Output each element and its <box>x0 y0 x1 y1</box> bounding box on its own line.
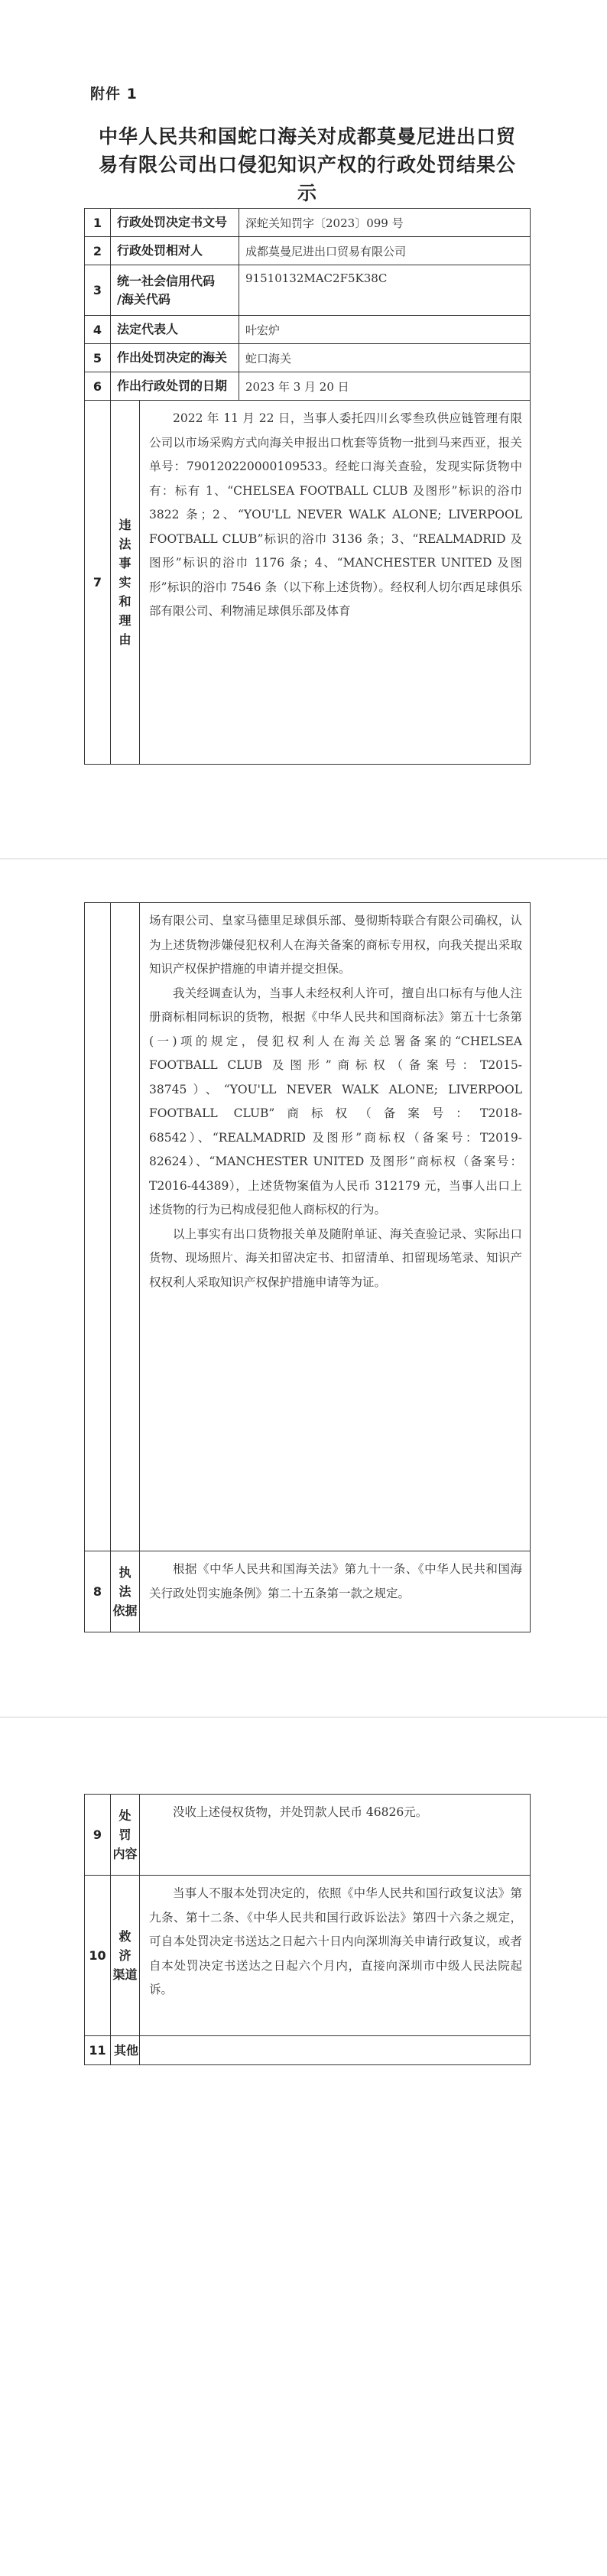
row-label: 行政处罚相对人 <box>111 237 239 265</box>
row-label: 其他 <box>111 2036 140 2065</box>
row-number: 4 <box>85 316 111 344</box>
row-number: 8 <box>85 1551 111 1632</box>
row-value: 叶宏炉 <box>239 316 531 344</box>
row-label: 作出处罚决定的海关 <box>111 344 239 372</box>
row-label <box>111 903 140 1551</box>
info-table-page1 <box>84 208 531 765</box>
table-row <box>85 1876 531 2036</box>
row-text <box>140 2036 531 2065</box>
row-number <box>85 903 111 1551</box>
attachment-label: 附件 1 <box>90 86 138 102</box>
row-label-line: 执 法 <box>118 1565 131 1599</box>
row-value: 深蛇关知罚字〔2023〕099 号 <box>239 209 531 237</box>
table-row <box>85 316 531 344</box>
row-label <box>111 401 140 765</box>
row-number: 10 <box>85 1876 111 2036</box>
row-number: 2 <box>85 237 111 265</box>
row-label <box>111 1876 140 2036</box>
row-label: 作出行政处罚的日期 <box>111 372 239 401</box>
row-label-line: 违 法 <box>118 518 131 551</box>
table-row <box>85 237 531 265</box>
row-value: 蛇口海关 <box>239 344 531 372</box>
row-value: 成都莫曼尼进出口贸易有限公司 <box>239 237 531 265</box>
row-label: 行政处罚决定书文号 <box>111 209 239 237</box>
row-text <box>140 401 531 765</box>
row-text <box>140 1795 531 1876</box>
paragraph: 我关经调查认为，当事人未经权利人许可，擅自出口标有与他人注册商标相同标识的货物，根据《中华人民共和国商标法》第五十七条第(一)项的规定，侵犯权利人在海关总署备案的“CHELSEA FOOTBALL CLUB 及图形”商标权（备案号：T2015-38745）、“YOU'LL NEVER WALK ALONE; LIVERPOOL FOOTBALL CLUB”商标权（备案号：T2018-68542）、“REALMADRID 及图形”商标权（备案号：T2019-82624）、“MANCHESTER UNITED 及图形”商标权（备案号：T2016-44389），上述货物案值为人民币 312179 元，当事人出口上述货物的行为已构成侵犯他人商标权的行为。 <box>149 986 522 1217</box>
paragraph: 没收上述侵权货物，并处罚款人民币 46826元。 <box>173 1805 428 1819</box>
page-break <box>0 1717 607 1718</box>
row-number: 5 <box>85 344 111 372</box>
row-label-line: 由 <box>118 632 131 647</box>
row-number: 9 <box>85 1795 111 1876</box>
row-label-line: 内容 <box>112 1847 138 1861</box>
row-label-line: 和 理 <box>118 594 131 628</box>
paragraph: 2022 年 11 月 22 日，当事人委托四川幺零叁玖供应链管理有限公司以市场采购方式向海关申报出口枕套等货物一批到马来西亚，报关单号：790120220000109533。经蛇口海关查验，发现实际货物中有：标有 1、“CHELSEA FOOTBALL CLUB 及图形”标识的浴巾 3822 条；2、“YOU'LL NEVER WALK ALONE; LIVERPOOL FOOTBALL CLUB”标识的浴巾 3136 条；3、“REALMADRID 及图形”标识的浴巾 1176 条；4、“MANCHESTER UNITED 及图形”标识的浴巾 7546 条（以下称上述货物）。经权利人切尔西足球俱乐部有限公司、利物浦足球俱乐部及体育 <box>149 411 522 618</box>
row-label: 法定代表人 <box>111 316 239 344</box>
row-number: 6 <box>85 372 111 401</box>
row-label-line: 渠道 <box>112 1967 138 1982</box>
row-value: 2023 年 3 月 20 日 <box>239 372 531 401</box>
table-row <box>85 1795 531 1876</box>
page-break <box>0 858 607 859</box>
page-title: 中华人民共和国蛇口海关对成都莫曼尼进出口贸易有限公司出口侵犯知识产权的行政处罚结果公示 <box>98 125 516 204</box>
paragraph: 以上事实有出口货物报关单及随附单证、海关查验记录、实际出口货物、现场照片、海关扣留决定书、扣留清单、扣留现场笔录、知识产权权利人采取知识产权保护措施申请等为证。 <box>149 1226 522 1289</box>
row-number: 1 <box>85 209 111 237</box>
row-label <box>111 1795 140 1876</box>
row-text <box>140 1876 531 2036</box>
table-row <box>85 2036 531 2065</box>
row-text <box>140 903 531 1551</box>
row-label <box>111 1551 140 1632</box>
row-label <box>111 265 239 316</box>
paragraph: 场有限公司、皇家马德里足球俱乐部、曼彻斯特联合有限公司确权，认为上述货物涉嫌侵犯权利人在海关备案的商标专用权，向我关提出采取知识产权保护措施的申请并提交担保。 <box>149 914 522 976</box>
table-row <box>85 1551 531 1632</box>
table-row <box>85 209 531 237</box>
row-label-line: /海关代码 <box>117 291 170 307</box>
info-table-page2 <box>84 902 531 1632</box>
table-row <box>85 344 531 372</box>
row-number: 7 <box>85 401 111 765</box>
row-number: 11 <box>85 2036 111 2065</box>
row-label-line: 救 济 <box>118 1929 131 1963</box>
row-label-line: 处 罚 <box>118 1808 131 1842</box>
table-row <box>85 903 531 1551</box>
row-label-line: 依据 <box>112 1603 138 1618</box>
info-table-page3 <box>84 1794 531 2065</box>
table-row <box>85 372 531 401</box>
row-text <box>140 1551 531 1632</box>
paragraph: 根据《中华人民共和国海关法》第九十一条、《中华人民共和国海关行政处罚实施条例》第二十五条第一款之规定。 <box>149 1562 522 1600</box>
paragraph: 当事人不服本处罚决定的，依照《中华人民共和国行政复议法》第九条、第十二条、《中华人民共和国行政诉讼法》第四十六条之规定，可自本处罚决定书送达之日起六十日内向深圳海关申请行政复议，或者自本处罚决定书送达之日起六个月内，直接向深圳市中级人民法院起诉。 <box>149 1886 522 1996</box>
row-label-line: 事 实 <box>118 556 131 590</box>
row-value: 91510132MAC2F5K38C <box>239 265 531 316</box>
table-row <box>85 401 531 765</box>
row-number: 3 <box>85 265 111 316</box>
table-row <box>85 265 531 316</box>
row-label-line: 统一社会信用代码 <box>117 273 216 288</box>
